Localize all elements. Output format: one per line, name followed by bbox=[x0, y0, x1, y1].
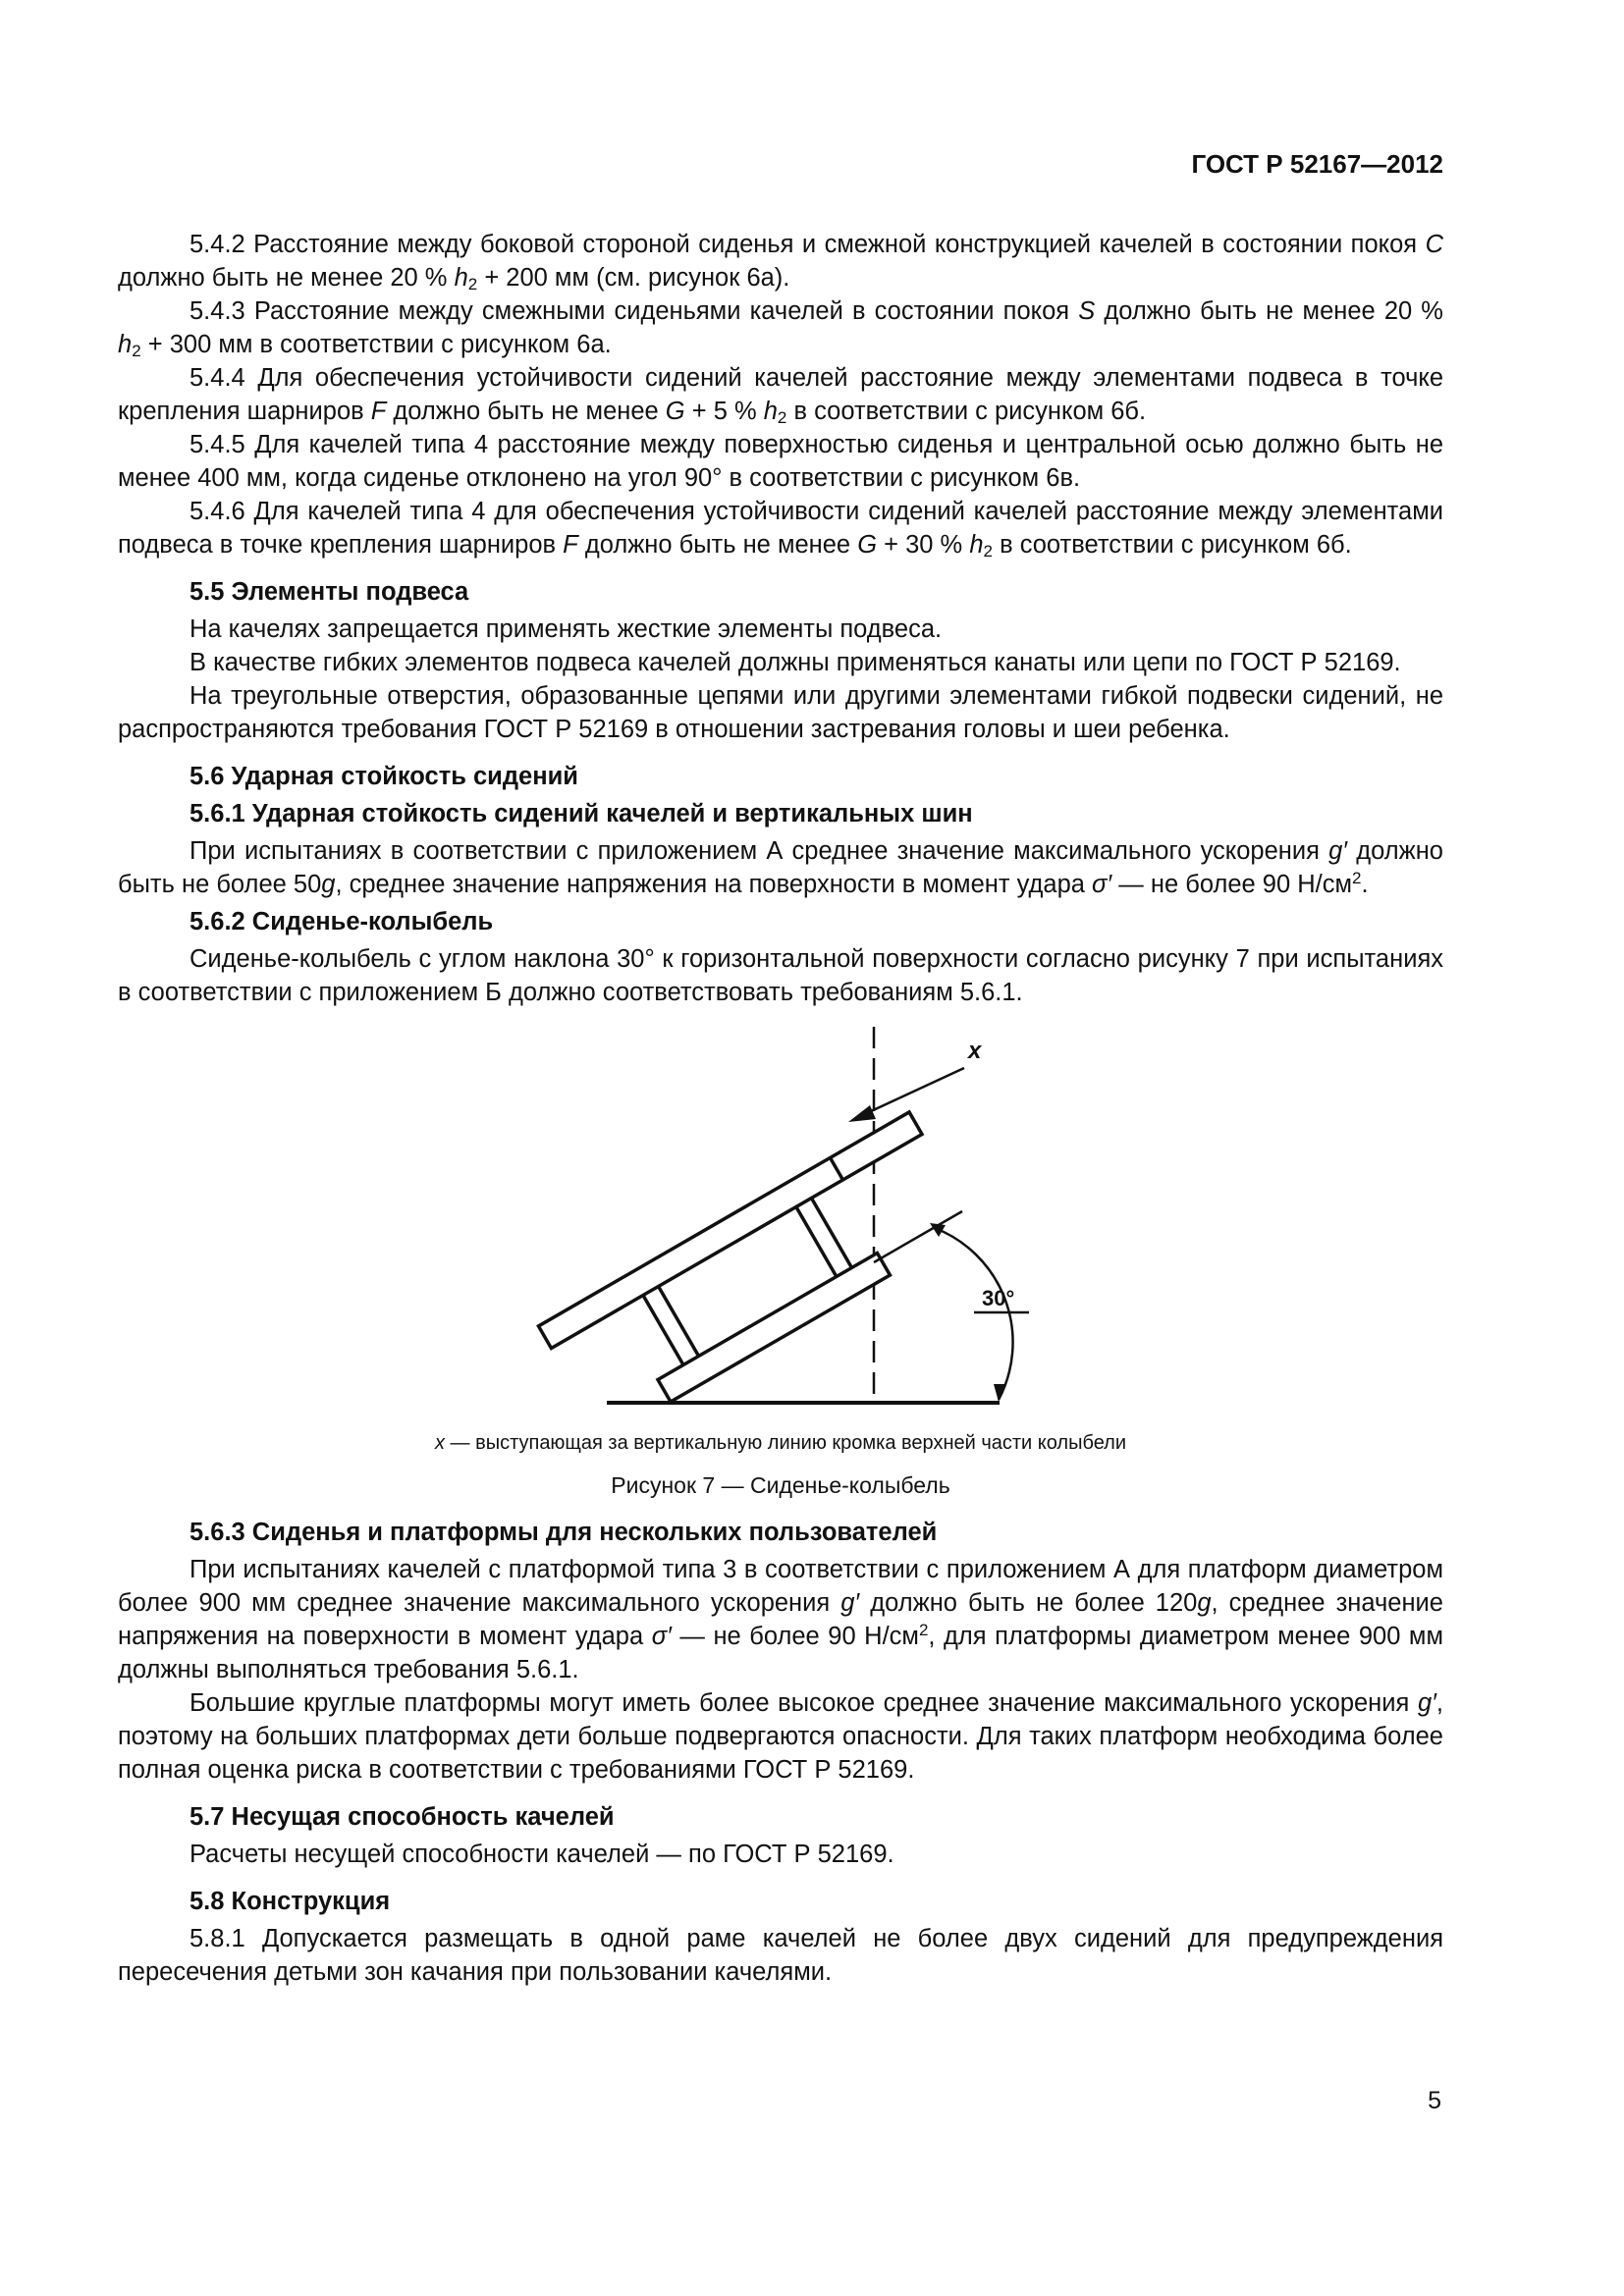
figure-legend: x — выступающая за вертикальную линию кромка верхней части колыбели bbox=[434, 1432, 1127, 1454]
paragraph-5-5-3: На треугольные отверстия, образованные цепями или другими элементами гибкой подвески сидений, не распространяются требования ГОСТ Р 52169 в отношении застревания головы и шеи ребенка. bbox=[118, 682, 1443, 743]
x-arrowhead bbox=[848, 1105, 876, 1122]
page-number: 5 bbox=[1428, 2087, 1441, 2114]
cradle-seat-drawing bbox=[118, 1027, 1443, 1419]
cradle-support-right-inner bbox=[811, 1198, 851, 1267]
section-heading-5-6-2: 5.6.2 Сиденье-колыбель bbox=[189, 908, 494, 935]
paragraph-5-4-3: 5.4.3 Расстояние между смежными сиденьями качелей в состоянии покоя S должно быть не менее 20 % $h_2 + 300$ мм в соответствии с рисунком 6а. bbox=[118, 297, 1443, 360]
paragraph-5-6-3-1: При испытаниях качелей с платформой типа 3 в соответствии с приложением А для платформ диаметром более 900 мм среднее значение максимального ускорения g′ должно быть не более 120g, среднее значение напряжения на поверхности в момент удара σ′ — не более 90 $Н/см^2$, для платформы диаметром менее 900 мм должны выполняться требования 5.6.1. bbox=[118, 1556, 1443, 1683]
paragraph-5-7-1: Расчеты несущей способности качелей — по ГОСТ Р 52169. bbox=[189, 1841, 894, 1868]
section-heading-5-5: 5.5 Элементы подвеса bbox=[189, 578, 469, 606]
section-heading-5-6-3: 5.6.3 Сиденья и платформы для нескольких пользователей bbox=[189, 1519, 938, 1546]
cradle-support-right-outer bbox=[796, 1206, 837, 1276]
cradle-bottom-board bbox=[658, 1253, 890, 1402]
paragraph-5-4-2: 5.4.2 Расстояние между боковой стороной сиденья и смежной конструкцией качелей в состоянии покоя C должно быть не менее 20 % $h_2 + 200$ мм (см. рисунок 6а). bbox=[118, 231, 1443, 294]
cradle-support-left-outer bbox=[643, 1295, 683, 1364]
section-heading-5-6: 5.6 Ударная стойкость сидений bbox=[189, 763, 578, 790]
section-heading-5-8: 5.8 Конструкция bbox=[189, 1888, 391, 1915]
page-content bbox=[118, 228, 1443, 1989]
standard-number: ГОСТ Р 52167—2012 bbox=[1191, 149, 1443, 179]
angle-arc bbox=[935, 1228, 1013, 1400]
cradle-top-board bbox=[538, 1112, 922, 1349]
angle-label: 30° bbox=[982, 1286, 1015, 1310]
paragraph-5-4-5: 5.4.5 Для качелей типа 4 расстояние между поверхностью сиденья и центральной осью должно быть не менее 400 мм, когда сиденье отклонено на угол 90° в соответствии с рисунком 6в. bbox=[118, 431, 1443, 492]
paragraph-5-8-1: 5.8.1 Допускается размещать в одной раме качелей не более двух сидений для предупреждения пересечения детьми зон качания при пользовании качелями. bbox=[118, 1925, 1443, 1986]
angle-arrow-bottom bbox=[994, 1384, 1005, 1402]
section-heading-5-6-1: 5.6.1 Ударная стойкость сидений качелей и вертикальных шин bbox=[189, 800, 973, 828]
paragraph-5-6-3-2: Большие круглые платформы могут иметь более высокое среднее значение максимального ускорения g′, поэтому на больших платформах дети больше подвергаются опасности. Для таких платформ необходима более полная оценка риска в соответствии с требованиями ГОСТ Р 52169. bbox=[118, 1689, 1443, 1784]
paragraph-5-4-4: 5.4.4 Для обеспечения устойчивости сидений качелей расстояние между элементами подвеса в точке крепления шарниров F должно быть не менее G + 5 % $h_2$ в соответствии с рисунком 6б. bbox=[118, 364, 1443, 427]
paragraph-5-5-1: На качелях запрещается применять жесткие элементы подвеса. bbox=[189, 615, 943, 643]
paragraph-5-5-2: В качестве гибких элементов подвеса качелей должны применяться канаты или цепи по ГОСТ Р 52169. bbox=[189, 649, 1401, 676]
paragraph-5-6-2: Сиденье-колыбель с углом наклона 30° к горизонтальной поверхности согласно рисунку 7 при испытаниях в соответствии с приложением Б должно соответствовать требованиям 5.6.1. bbox=[118, 945, 1443, 1006]
cradle-assembly bbox=[538, 1112, 975, 1419]
x-label: x bbox=[968, 1038, 982, 1064]
figure-caption: Рисунок 7 — Сиденье-колыбель bbox=[611, 1472, 950, 1498]
paragraph-5-6-1: При испытаниях в соответствии с приложением А среднее значение максимального ускорения g′ должно быть не более 50g, среднее значение напряжения на поверхности в момент удара σ′ — не более 90 $Н/см^2$. bbox=[118, 837, 1443, 898]
figure-7 bbox=[118, 1027, 1443, 1419]
angle-reference-line bbox=[874, 1211, 962, 1262]
cradle-support-left-inner bbox=[659, 1286, 699, 1356]
section-heading-5-7: 5.7 Несущая способность качелей bbox=[189, 1803, 615, 1831]
paragraph-5-4-6: 5.4.6 Для качелей типа 4 для обеспечения устойчивости сидений качелей расстояние между элементами подвеса в точке крепления шарниров F должно быть не менее G + 30 % $h_2$ в соответствии с рисунком 6б. bbox=[118, 498, 1443, 561]
